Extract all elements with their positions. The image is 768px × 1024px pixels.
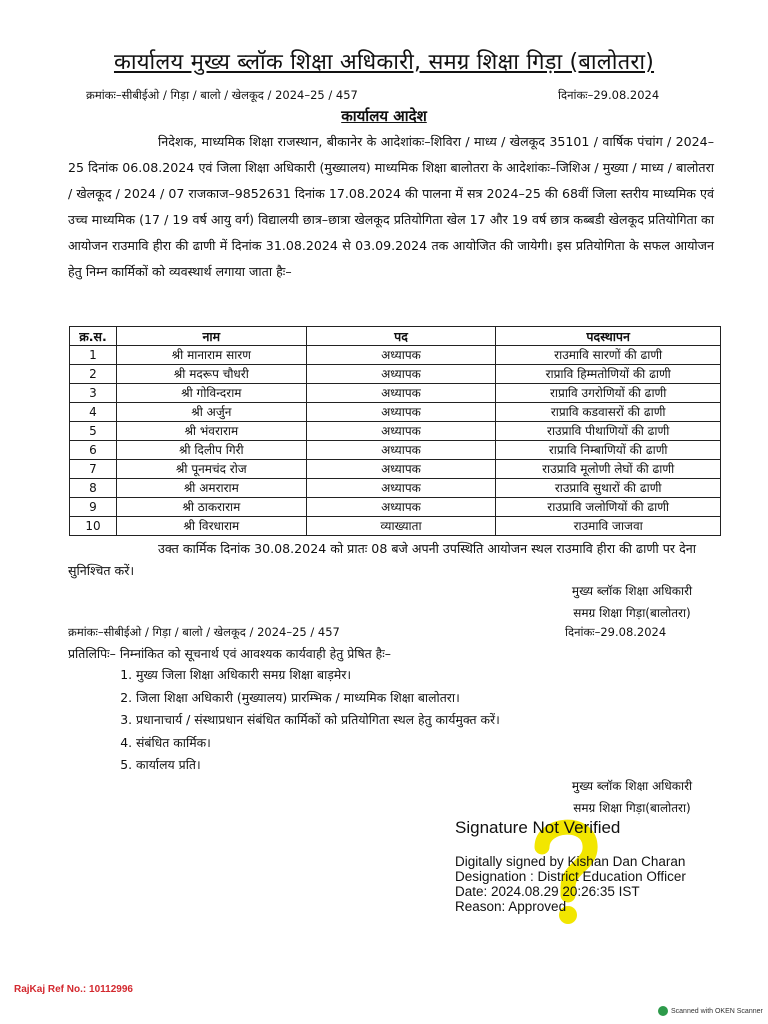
order-body-paragraph: निदेशक, माध्यमिक शिक्षा राजस्थान, बीकानेर के आदेशांकः–शिविरा / माध्य / खेलकूद 35101 / वार्षिक पंचांग / 2024–25 दिनांक 06.08.2024 एवं जिला शिक्षा अधिकारी (मुख्यालय) माध्यमिक शिक्षा बालोतरा के आदेशांकः–जिशिअ / मुख्या / माध्य / बालोतरा / खेलकूद / 2024 / 07 राजकाज–9852631 दिनांक 17.08.2024 की पालना में सत्र 2024–25 की 68वीं जिला स्तरीय माध्यमिक एवं उच्च माध्यमिक (17 / 19 वर्ष आयु वर्ग) विद्यालयी छात्र–छात्रा खेलकूद प्रतियोगिता खेल 17 और 19 वर्ष छात्र कब्बडी खेलकूद प्रतियोगिता का आयोजन राउमावि हीरा की ढाणी में दिनांक 31.08.2024 से 03.09.2024 तक आयोजित की जायेगी। इस प्रतियोगिता के सफल आयोजन हेतु निम्न कार्मिकों को व्यवस्थार्थ लगाया जाता हैः– [68,134,714,279]
cell-post: अध्यापक [306,384,496,403]
copy-date: दिनांकः–29.08.2024 [565,625,667,639]
cell-name: श्री मदरूप चौधरी [116,365,306,384]
cell-serial: 9 [70,498,117,517]
signed-by: Digitally signed by Kishan Dan Charan [455,854,686,869]
staff-table [69,326,721,536]
signature-block-top [537,580,727,624]
table-row [70,460,721,479]
cell-post: अध्यापक [306,460,496,479]
cell-posting: राउप्रावि पीथाणियों की ढाणी [496,422,721,441]
cell-name: श्री भंवराराम [116,422,306,441]
cell-post: अध्यापक [306,479,496,498]
cell-posting: राप्रावि कडवासरों की ढाणी [496,403,721,422]
cell-post: व्याख्याता [306,517,496,536]
header-posting: पदस्थापन [496,327,721,346]
cell-post: अध्यापक [306,441,496,460]
cell-posting: राप्रावि हिम्मतोणियों की ढाणी [496,365,721,384]
table-row [70,517,721,536]
cell-post: अध्यापक [306,346,496,365]
table-row [70,422,721,441]
table-row [70,441,721,460]
cell-post: अध्यापक [306,498,496,517]
cell-posting: राउमावि जाजवा [496,517,721,536]
digital-signature-panel [455,818,686,914]
cell-post: अध्यापक [306,365,496,384]
order-date: दिनांकः–29.08.2024 [558,88,660,102]
signatory-title: मुख्य ब्लॉक शिक्षा अधिकारी [571,584,693,598]
cell-serial: 8 [70,479,117,498]
cell-name: श्री अमराराम [116,479,306,498]
header-serial: क्र.स. [70,327,117,346]
list-item: 5. कार्यालय प्रति। [136,754,500,777]
rajkaj-reference: RajKaj Ref No.: 10112996 [14,984,133,995]
cell-name: श्री ठाकराराम [116,498,306,517]
attendance-instruction: उक्त कार्मिक दिनांक 30.08.2024 को प्रातः 08 बजे अपनी उपस्थिति आयोजन स्थल राउमावि हीरा की ढाणी पर देना सुनिश्चित करें। [68,541,697,578]
signature-reason: Reason: Approved [455,899,567,914]
cell-serial: 6 [70,441,117,460]
table-row [70,384,721,403]
scanner-logo-icon [658,1006,668,1016]
cell-serial: 2 [70,365,117,384]
cell-name: श्री पूनमचंद रोज [116,460,306,479]
order-title: कार्यालय आदेश [341,107,427,125]
table-row [70,346,721,365]
cell-name: श्री मानाराम सारण [116,346,306,365]
cell-post: अध्यापक [306,403,496,422]
signature-status: Signature Not Verified [455,818,621,837]
table-row [70,403,721,422]
list-item: 1. मुख्य जिला शिक्षा अधिकारी समग्र शिक्षा बाड़मेर। [136,664,500,687]
signatory-title: मुख्य ब्लॉक शिक्षा अधिकारी [571,779,693,793]
header-name: नाम [116,327,306,346]
copy-reference-number: क्रमांकः–सीबीईओ / गिड़ा / बालो / खेलकूद / 2024–25 / 457 [68,625,340,639]
cell-posting: राउमावि सारणों की ढाणी [496,346,721,365]
cell-serial: 1 [70,346,117,365]
cell-name: श्री गोविन्दराम [116,384,306,403]
cell-posting: राप्रावि निम्बाणियों की ढाणी [496,441,721,460]
scanner-watermark [658,1006,763,1016]
list-item: 3. प्रधानाचार्य / संस्थाप्रधान संबंधित कार्मिकों को प्रतियोगिता स्थल हेतु कार्यमुक्त करें। [136,709,500,732]
signature-block-bottom [537,775,727,819]
cell-name: श्री अर्जुन [116,403,306,422]
office-title: कार्यालय मुख्य ब्लॉक शिक्षा अधिकारी, समग्र शिक्षा गिड़ा (बालोतरा) [113,50,655,75]
table-row [70,365,721,384]
reference-number: क्रमांकः–सीबीईओ / गिड़ा / बालो / खेलकूद / 2024–25 / 457 [86,88,358,102]
cell-name: श्री विरधाराम [116,517,306,536]
scanner-text: Scanned with OKEN Scanner [671,1007,763,1015]
cell-serial: 10 [70,517,117,536]
cell-posting: राउप्रावि जलोणियों की ढाणी [496,498,721,517]
cell-posting: राउप्रावि सुथारों की ढाणी [496,479,721,498]
cell-posting: राप्रावि उगरोणियों की ढाणी [496,384,721,403]
cell-serial: 5 [70,422,117,441]
table-row [70,498,721,517]
copy-recipients-list [112,664,500,777]
list-item: 2. जिला शिक्षा अधिकारी (मुख्यालय) प्रारम्भिक / माध्यमिक शिक्षा बालोतरा। [136,687,500,710]
table-header-row [70,327,721,346]
cell-serial: 3 [70,384,117,403]
signature-date: Date: 2024.08.29 20:26:35 IST [455,884,640,899]
copy-intro: प्रतिलिपिः– निम्नांकित को सूचनार्थ एवं आवश्यक कार्यवाही हेतु प्रेषित हैः– [68,646,391,661]
signatory-office: समग्र शिक्षा गिड़ा(बालोतरा) [573,606,691,620]
signer-designation: Designation : District Education Officer [455,869,686,884]
cell-posting: राउप्रावि मूलोणी लेघों की ढाणी [496,460,721,479]
table-row [70,479,721,498]
cell-name: श्री दिलीप गिरी [116,441,306,460]
list-item: 4. संबंधित कार्मिक। [136,732,500,755]
cell-post: अध्यापक [306,422,496,441]
cell-serial: 7 [70,460,117,479]
header-post: पद [306,327,496,346]
cell-serial: 4 [70,403,117,422]
signatory-office: समग्र शिक्षा गिड़ा(बालोतरा) [573,801,691,815]
